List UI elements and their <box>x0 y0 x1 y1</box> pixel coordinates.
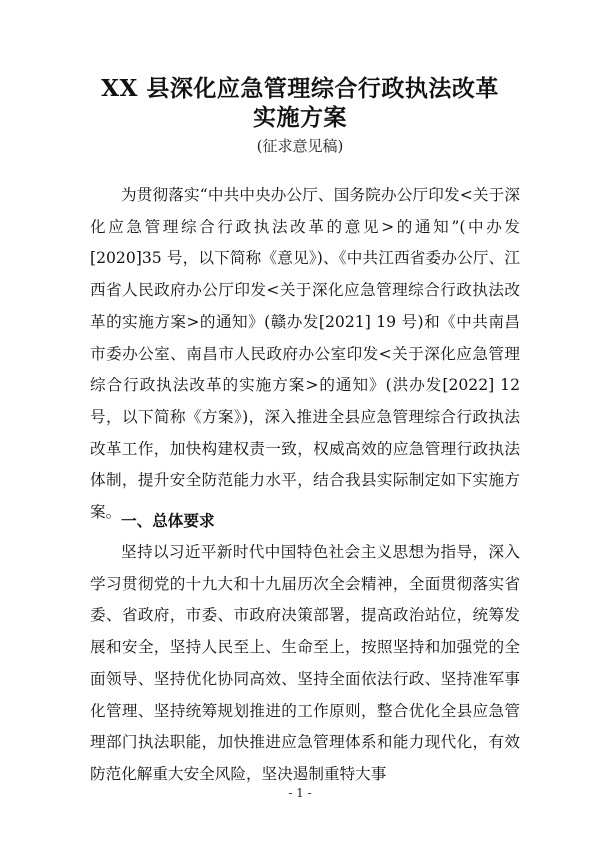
section-heading-general-requirements: 一、总体要求 <box>121 512 215 530</box>
intro-paragraph: 为贯彻落实“中共中央办公厅、国务院办公厅印发<关于深化应急管理综合行政执法改革的意见>的通知”(中办发[2020]35 号，以下简称《意见》)、《中共江西省委办公厅、江西省人民政府办公厅印发<关于深化应急管理综合行政执法改革的实施方案>的通知》(赣办发[2021] 19 号)和《中共南昌市委办公室、南昌市人民政府办公室印发<关于深化应急管理综合行政执法改革的实施方案>的通知》(洪办发[2022] 12 号，以下简称《方案》)，深入推进全县应急管理综合行政执法改革工作，加快构建权责一致，权威高效的应急管理行政执法体制，提升安全防范能力水平，结合我县实际制定如下实施方案。 <box>90 186 520 522</box>
general-requirements-paragraph: 坚持以习近平新时代中国特色社会主义思想为指导，深入学习贯彻党的十九大和十九届历次全会精神，全面贯彻落实省委、省政府，市委、市政府决策部署，提高政治站位，统筹发展和安全，坚持人民至上、生命至上，按照坚持和加强党的全面领导、坚持优化协同高效、坚持全面依法行政、坚持准军事化管理、坚持统筹规划推进的工作原则，整合优化全县应急管理部门执法职能，加快推进应急管理体系和能力现代化，有效防范化解重大安全风险，坚决遏制重特大事 <box>90 543 520 783</box>
document-title-line-2: 实施方案 <box>253 104 347 131</box>
document-title-line-1: XX 县深化应急管理综合行政执法改革 <box>101 75 499 102</box>
page-number: - 1 - <box>288 786 312 800</box>
document-subtitle: (征求意见稿) <box>256 137 344 155</box>
